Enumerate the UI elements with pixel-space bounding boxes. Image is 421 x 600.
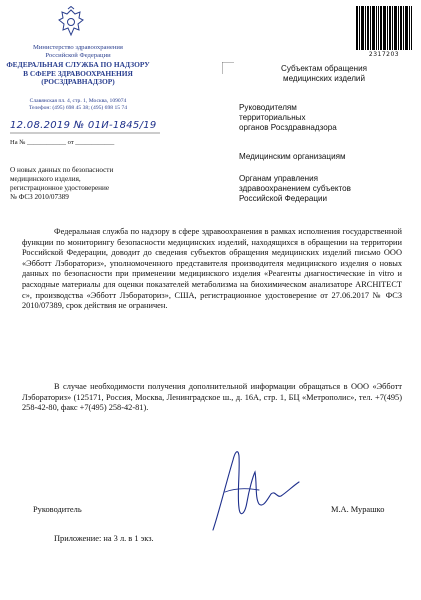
recipient-line: Медицинским организациям xyxy=(239,152,346,161)
agency-name xyxy=(6,61,150,87)
reference-line: На № ____________ от ____________ xyxy=(10,139,115,146)
recipient-line: медицинских изделий xyxy=(283,74,365,84)
agency-line: В СФЕРЕ ЗДРАВООХРАНЕНИЯ xyxy=(23,68,133,78)
address-corner-mark xyxy=(222,62,234,74)
letter-subject xyxy=(10,166,155,202)
appendix-note: Приложение: на 3 л. в 1 экз. xyxy=(54,534,154,543)
subject-line: регистрационное удостоверение xyxy=(10,184,110,192)
recipient-block xyxy=(239,174,409,205)
recipient-line: здравоохранением субъектов xyxy=(239,184,351,194)
address-line: Славянская пл. 4, стр. 1, Москва, 109074 xyxy=(29,98,127,104)
body-paragraph: Федеральная служба по надзору в сфере здравоохранения в рамках исполнения государственной функции по мониторингу безопасности медицинских изделий, находящихся в обращении на территории Российской Федерации, доводит до сведения субъектов обращения медицинских изделий письмо ООО «Эбботт Лэбораториз», уполномоченного представителя производителя медицинского изделия о новых данных по безопасности при применении медицинского изделия «Реагенты диагностические in vitro и расходные материалы для оценки показателей метаболизма на биохимическом анализаторе ARCHITECT с», производства «Эбботт Лэбораториз», США, регистрационное удостоверение от 27.06.2017 № ФСЗ 2010/07389, срок действия не ограничен. xyxy=(22,227,402,311)
recipient-line: Руководителям xyxy=(239,103,297,112)
signatory-name: М.А. Мурашко xyxy=(331,505,385,514)
ministry-line: Министерство здравоохранения xyxy=(33,44,123,51)
recipient-block xyxy=(239,64,409,84)
phone-line: Телефон: (495) 698 45 38; (495) 698 15 74 xyxy=(28,105,128,111)
subject-line: № ФСЗ 2010/07389 xyxy=(10,193,69,201)
agency-line: (РОСЗДРАВНАДЗОР) xyxy=(41,77,115,87)
recipient-line: органов Росздравнадзора xyxy=(239,123,337,133)
recipient-line: территориальных xyxy=(239,113,306,123)
recipient-block xyxy=(239,152,409,162)
coat-of-arms-emblem xyxy=(56,6,86,40)
ministry-name xyxy=(6,44,150,60)
agency-line: ФЕДЕРАЛЬНАЯ СЛУЖБА ПО НАДЗОРУ xyxy=(6,60,150,69)
recipient-line: Субъектам обращения xyxy=(280,64,368,73)
recipient-line: Российской Федерации xyxy=(239,194,328,204)
recipient-line: Органам управления xyxy=(239,174,319,183)
subject-line: медицинского изделия, xyxy=(10,175,81,183)
barcode xyxy=(356,6,412,50)
barcode-number: 2317203 xyxy=(368,51,400,58)
agency-address xyxy=(6,98,150,112)
handwritten-signature xyxy=(195,432,310,538)
ministry-line: Российской Федерации xyxy=(45,51,111,59)
recipient-block xyxy=(239,103,409,134)
subject-line: О новых данных по безопасности xyxy=(10,166,114,174)
body-paragraph: В случае необходимости получения дополнительной информации обращаться в ООО «Эбботт Лэбораториз» (125171, Россия, Москва, Ленинградское ш., д. 16А, стр. 1, БЦ «Метрополис», тел. +7(495) 258-42-80, факс +7(495) 258-42-81). xyxy=(22,382,402,413)
signatory-position: Руководитель xyxy=(33,505,82,514)
registration-number: 12.08.2019 № 01И-1845/19 xyxy=(10,120,157,131)
